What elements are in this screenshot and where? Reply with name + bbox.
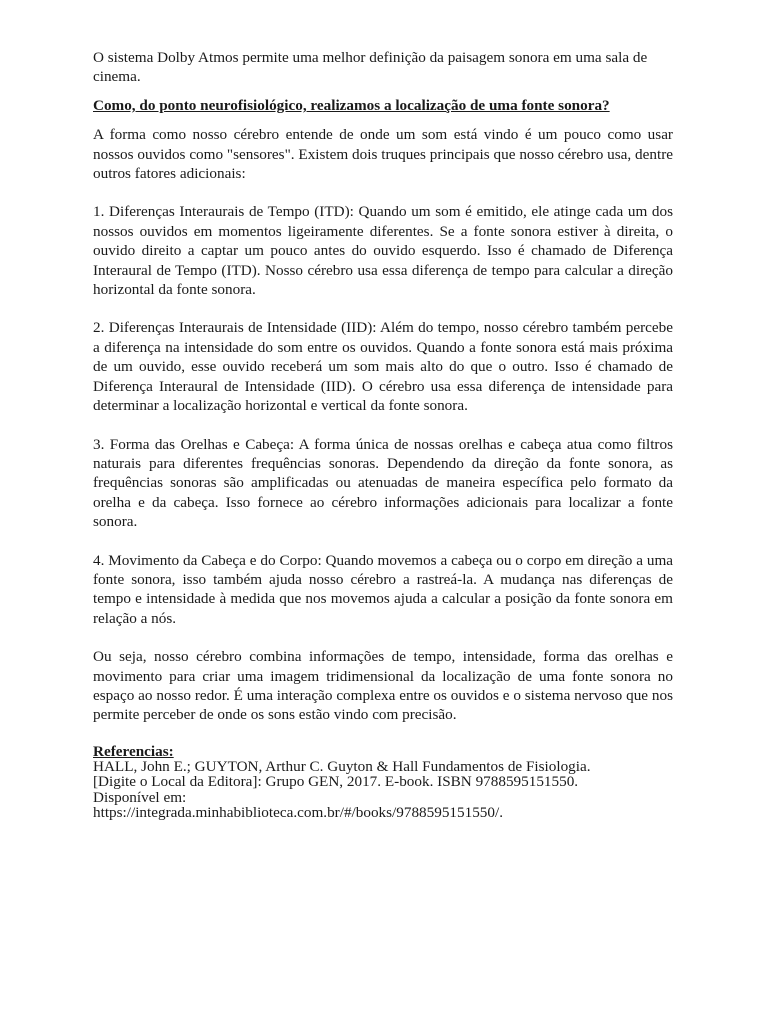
intro-paragraph: O sistema Dolby Atmos permite uma melhor definição da paisagem sonora em uma sala de cinema. bbox=[93, 49, 648, 86]
paragraph-conclusion: Ou seja, nosso cérebro combina informações de tempo, intensidade, forma das orelhas e movimento para criar uma imagem tridimensional da localização de uma fonte sonora no espaço ao nosso redor. É uma interação complexa entre os ouvidos e o sistema nervoso que nos permite perceber de onde os sons estão vindo com precisão. bbox=[93, 648, 673, 724]
paragraph-ear-shape: 3. Forma das Orelhas e Cabeça: A forma única de nossas orelhas e cabeça atua como filtros naturais para diferentes frequências sonoras. Dependendo da direção da fonte sonora, as frequências sonoras são amplificadas ou atenuadas de maneira específica pelo formato da orelha e da cabeça. Isso fornece ao cérebro informações adicionais para localizar a fonte sonora. bbox=[93, 435, 673, 531]
paragraph-itd: 1. Diferenças Interaurais de Tempo (ITD): Quando um som é emitido, ele atinge cada um dos nossos ouvidos em momentos ligeiramente diferentes. Se a fonte sonora estiver à direita, o ouvido direito a captar um pouco antes do ouvido esquerdo. Isso é chamado de Diferença Interaural de Tempo (ITD). Nosso cérebro usa essa diferença de tempo para calcular a direção horizontal da fonte sonora. bbox=[93, 203, 673, 299]
paragraph-iid: 2. Diferenças Interaurais de Intensidade (IID): Além do tempo, nosso cérebro também percebe a diferença na intensidade do som entre os ouvidos. Quando a fonte sonora está mais próxima de um ouvido, esse ouvido receberá um som mais alto do que o outro. Isso é chamado de Diferença Interaural de Intensidade (IID). O cérebro usa essa diferença de intensidade para determinar a localização horizontal e vertical da fonte sonora. bbox=[93, 319, 673, 415]
paragraph-head-movement: 4. Movimento da Cabeça e do Corpo: Quando movemos a cabeça ou o corpo em direção a uma fonte sonora, isso também ajuda nosso cérebro a rastreá-la. A mudança nas diferenças de tempo e intensidade à medida que nos movemos ajuda a calcular a posição da fonte sonora em relação a nós. bbox=[93, 551, 673, 627]
reference-line: Disponível em: bbox=[93, 788, 187, 806]
paragraph-overview: A forma como nosso cérebro entende de onde um som está vindo é um pouco como usar nossos ouvidos como "sensores". Existem dois truques principais que nosso cérebro usa, dentre outros fatores adicionais: bbox=[93, 126, 673, 183]
references-section bbox=[93, 744, 673, 821]
section-question-heading: Como, do ponto neurofisiológico, realizamos a localização de uma fonte sonora? bbox=[93, 96, 610, 114]
reference-line: HALL, John E.; GUYTON, Arthur C. Guyton & Hall Fundamentos de Fisiologia. bbox=[93, 757, 591, 775]
reference-url[interactable]: https://integrada.minhabiblioteca.com.br/#/books/9788595151550/. bbox=[93, 804, 504, 822]
reference-line: [Digite o Local da Editora]: Grupo GEN, 2017. E-book. ISBN 9788595151550. bbox=[93, 773, 579, 791]
references-title: Referencias: bbox=[93, 742, 174, 760]
document-page bbox=[93, 48, 673, 821]
